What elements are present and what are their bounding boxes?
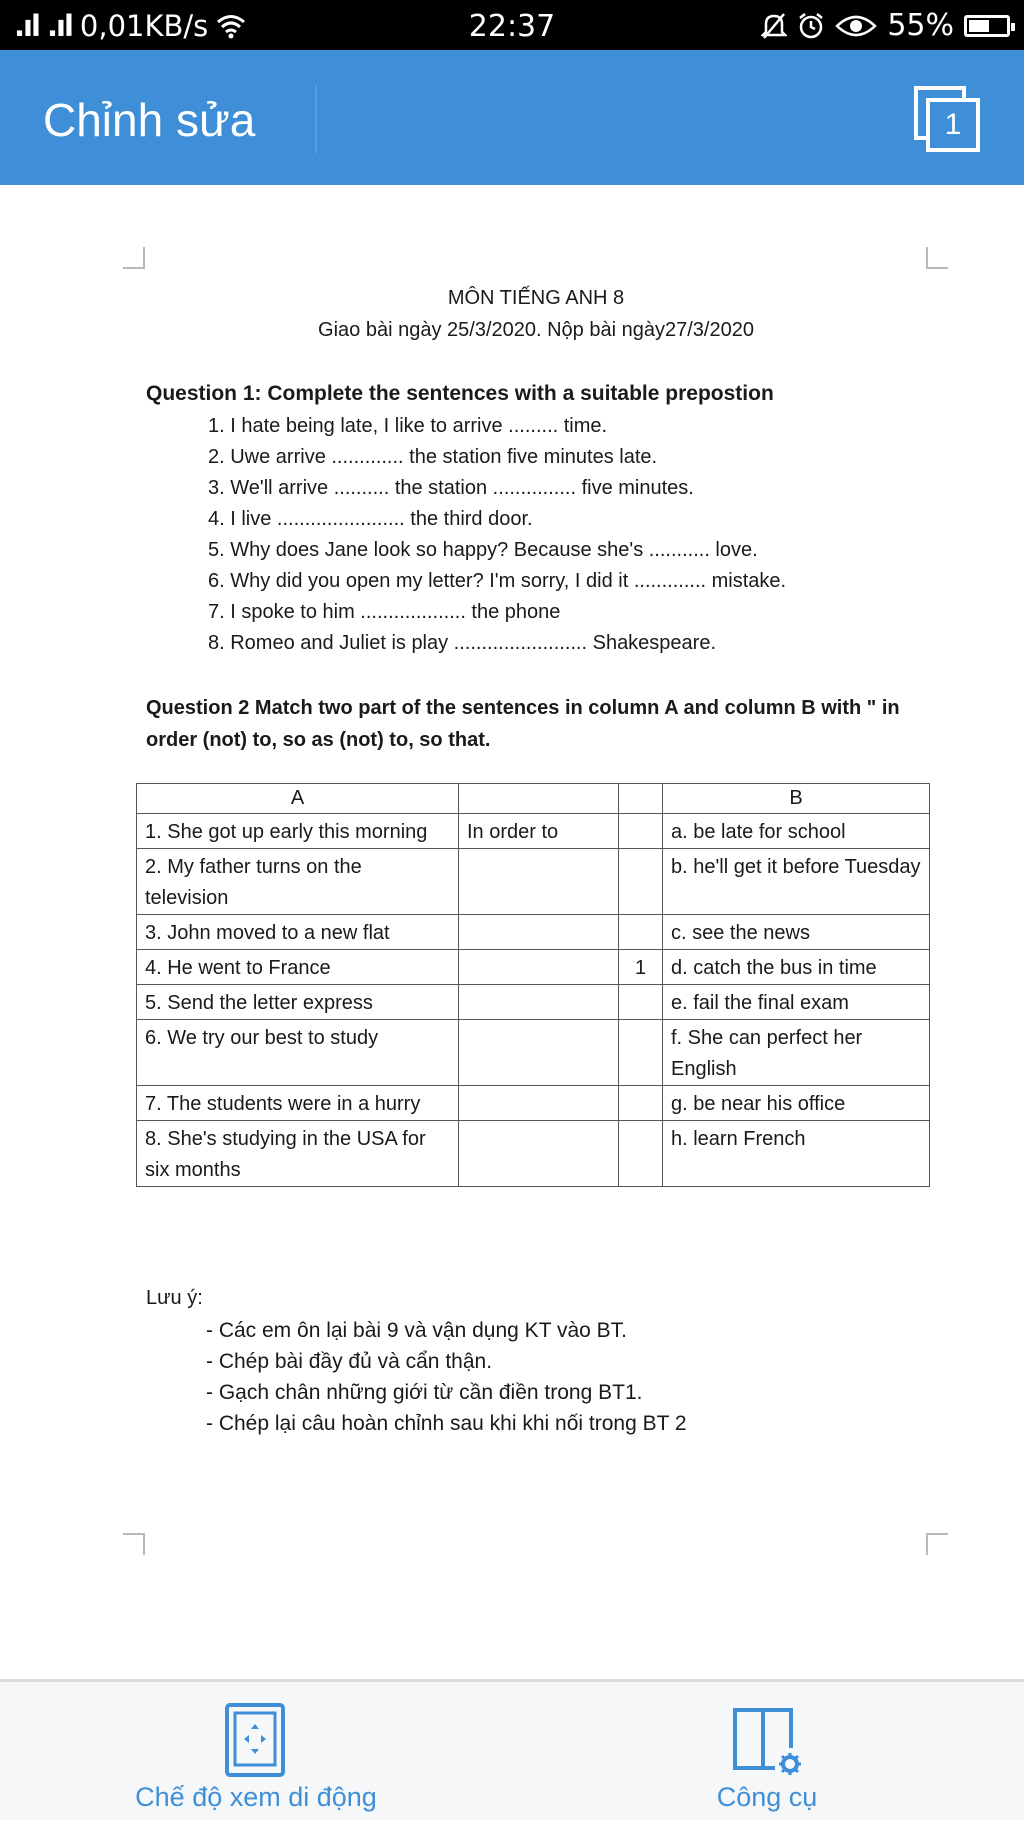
question1-item: 5. Why does Jane look so happy? Because she's ........... love. — [208, 539, 758, 561]
table-row — [137, 950, 930, 985]
connector-cell — [459, 950, 619, 985]
connector-cell — [459, 849, 619, 915]
connector-cell: In order to — [459, 814, 619, 849]
question1-item: 7. I spoke to him ................... the phone — [208, 601, 561, 623]
column-b-header: B — [663, 784, 930, 814]
table-row — [137, 1086, 930, 1121]
column-a-cell: 5. Send the letter express — [137, 985, 459, 1020]
number-cell — [619, 1020, 663, 1086]
crop-mark-bottom-right — [926, 1533, 948, 1555]
column-b-cell: b. he'll get it before Tuesday — [663, 849, 930, 915]
question1-title: Question 1: Complete the sentences with a suitable prepostion — [146, 382, 774, 405]
question1-item: 8. Romeo and Juliet is play ........................ Shakespeare. — [208, 632, 717, 654]
network-speed: 0,01KB/s — [79, 9, 209, 43]
page-count-button[interactable] — [914, 86, 980, 152]
tools-button[interactable] — [567, 1682, 967, 1823]
tools-label: Công cụ — [716, 1782, 818, 1812]
crop-mark-top-right — [926, 247, 948, 269]
table-row — [137, 1020, 930, 1086]
column-b-cell: e. fail the final exam — [663, 985, 930, 1020]
column-a-cell: 2. My father turns on the television — [137, 849, 459, 915]
status-bar — [0, 0, 1024, 50]
column-b-cell: f. She can perfect her English — [663, 1020, 930, 1086]
app-bar — [0, 50, 1024, 185]
column-a-cell: 8. She's studying in the USA for six months — [137, 1121, 459, 1187]
bottom-toolbar — [0, 1679, 1024, 1820]
number-cell — [619, 1121, 663, 1187]
question1-item: 3. We'll arrive .......... the station ............... five minutes. — [208, 477, 694, 499]
alarm-icon — [797, 12, 825, 40]
connector-cell — [459, 915, 619, 950]
note-item: - Chép lại câu hoàn chỉnh sau khi khi nối trong BT 2 — [206, 1412, 687, 1435]
table-row — [137, 985, 930, 1020]
question1-item: 6. Why did you open my letter? I'm sorry, I did it ............. mistake. — [208, 570, 787, 592]
bell-muted-icon — [761, 12, 787, 40]
number-cell: 1 — [619, 950, 663, 985]
table-row — [137, 1121, 930, 1187]
battery-icon — [964, 15, 1010, 37]
table-cell — [619, 784, 663, 814]
connector-cell — [459, 1086, 619, 1121]
column-a-cell: 6. We try our best to study — [137, 1020, 459, 1086]
eye-icon — [835, 14, 877, 38]
mobile-view-icon — [224, 1702, 286, 1778]
connector-cell — [459, 1020, 619, 1086]
battery-fill — [969, 20, 989, 32]
book-tools-icon — [731, 1702, 803, 1778]
signal-icon: .ıl .ıl — [14, 9, 72, 43]
notes-label: Lưu ý: — [146, 1287, 203, 1309]
page-count-label: 1 — [926, 98, 980, 152]
table-row — [137, 915, 930, 950]
column-b-cell: c. see the news — [663, 915, 930, 950]
column-a-cell: 3. John moved to a new flat — [137, 915, 459, 950]
number-cell — [619, 1086, 663, 1121]
crop-mark-bottom-left — [123, 1533, 145, 1555]
table-row — [137, 814, 930, 849]
status-right — [761, 8, 1010, 43]
number-cell — [619, 915, 663, 950]
app-bar-divider — [315, 85, 317, 153]
number-cell — [619, 814, 663, 849]
question1-item: 1. I hate being late, I like to arrive ......... time. — [208, 415, 608, 437]
crop-mark-top-left — [123, 247, 145, 269]
column-b-cell: g. be near his office — [663, 1086, 930, 1121]
doc-dates: Giao bài ngày 25/3/2020. Nộp bài ngày27/3/2020 — [318, 319, 754, 341]
connector-cell — [459, 985, 619, 1020]
column-b-cell: a. be late for school — [663, 814, 930, 849]
connector-cell — [459, 1121, 619, 1187]
mobile-view-label: Chế độ xem di động — [135, 1782, 377, 1812]
note-item: - Chép bài đầy đủ và cẩn thận. — [206, 1350, 493, 1373]
table-header-row — [137, 784, 930, 814]
question1-item: 2. Uwe arrive ............. the station five minutes late. — [208, 446, 658, 468]
note-item: - Gạch chân những giới từ cần điền trong BT1. — [206, 1381, 643, 1404]
table-cell — [459, 784, 619, 814]
question1-item: 4. I live ....................... the third door. — [208, 508, 533, 530]
column-b-cell: h. learn French — [663, 1121, 930, 1187]
table-row — [137, 849, 930, 915]
column-a-cell: 4. He went to France — [137, 950, 459, 985]
page-title[interactable]: Chỉnh sửa — [43, 94, 256, 146]
mobile-view-button[interactable] — [56, 1682, 456, 1823]
clock: 22:37 — [468, 9, 556, 44]
column-b-cell: d. catch the bus in time — [663, 950, 930, 985]
column-a-cell: 7. The students were in a hurry — [137, 1086, 459, 1121]
question2-title: Question 2 Match two part of the sentences in column A and column B with " in order (not) to, so as (not) to, so that. — [146, 697, 900, 751]
number-cell — [619, 849, 663, 915]
column-a-cell: 1. She got up early this morning — [137, 814, 459, 849]
doc-subject: MÔN TIẾNG ANH 8 — [447, 287, 625, 309]
note-item: - Các em ôn lại bài 9 và vận dụng KT vào BT. — [206, 1319, 628, 1342]
column-a-header: A — [137, 784, 459, 814]
number-cell — [619, 985, 663, 1020]
battery-percent: 55% — [887, 8, 954, 43]
matching-table — [136, 783, 930, 1187]
